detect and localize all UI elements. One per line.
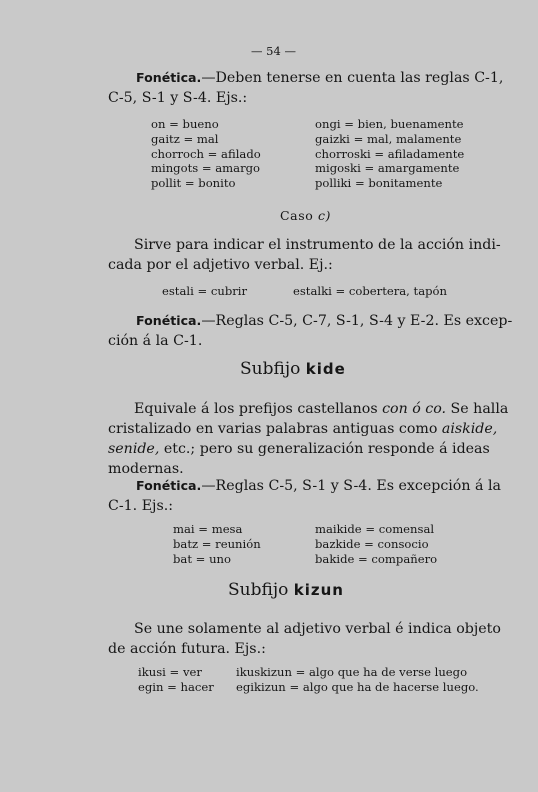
fonetica-label: Fonética. [136,478,202,493]
example-item: chorroch = afilado [151,146,261,161]
fonetica-paragraph-1-line-1 [136,68,503,88]
para4-text: cristalizado en varias palabras antiguas como [108,421,442,437]
example-item: chorroski = afiladamente [315,146,465,161]
fonetica-paragraph-3-line-1 [136,311,512,331]
example-item: maikide = comensal [315,522,435,536]
page-number: — 54 — [251,44,296,58]
para4-line-2 [108,419,497,439]
caso-heading [280,208,331,223]
para4-text: Se halla [446,401,509,417]
heading-prefix: Subfijo [228,580,289,600]
section-heading-kide [240,359,346,379]
para4-italic: con ó co. [382,401,447,417]
example-item: egikizun = algo que ha de hacerse luego. [236,679,479,694]
caso-letter: c) [317,208,332,223]
section-heading-kizun [228,580,344,600]
fonetica-label: Fonética. [136,70,202,85]
example-item: bazkide = consocio [315,536,429,551]
fonetica-paragraph-5-line-1 [136,476,501,496]
example2-left: estali = cubrir [162,284,248,298]
para4-italic: aiskide, [441,421,498,437]
example-item: gaizki = mal, malamente [315,131,462,146]
heading-prefix: Subfijo [240,359,301,379]
example-item: migoski = amargamente [315,161,460,176]
para1-line1-text: —Deben tenerse en cuenta las reglas C-1, [201,70,504,86]
caso-label: Caso [280,208,314,223]
para6-line-1: Se une solamente al adjetivo verbal é indica objeto [134,621,501,637]
para4-text: Equivale á los prefijos castellanos [134,401,383,417]
examples3-right-list [315,522,437,566]
para2-line-1: Sirve para indicar el instrumento de la acción indi- [134,237,501,253]
heading-word: kizun [293,581,344,599]
para5-line-2: C-1. Ejs.: [108,498,174,514]
para3-line-2: ción á la C-1. [108,333,203,349]
examples4-right-list [236,665,479,695]
para4-line-1 [134,399,508,419]
para4-line-4: modernas. [108,461,184,477]
example-item: bakide = compañero [315,551,438,566]
example2-right: estalki = cobertera, tapón [293,284,447,298]
example-item: gaitz = mal [151,131,219,146]
fonetica-paragraph-1-line-2: C-5, S-1 y S-4. Ejs.: [108,90,248,106]
fonetica-label: Fonética. [136,313,202,328]
examples3-left-list [173,522,261,566]
para4-line-3 [108,439,490,459]
para5-line1-text: —Reglas C-5, S-1 y S-4. Es excepción á la [201,478,501,494]
examples4-left-list [138,665,214,695]
example-item: pollit = bonito [151,176,236,191]
example-item: mai = mesa [173,522,243,536]
examples1-right-list [315,117,464,191]
examples1-left-list [151,117,261,191]
example-item: polliki = bonitamente [315,176,443,191]
para4-italic: senide, [108,441,160,457]
example-item: ongi = bien, buenamente [315,117,464,131]
example-item: bat = uno [173,551,231,566]
heading-word: kide [305,360,346,378]
example-item: ikusi = ver [138,665,202,679]
para4-text: etc.; pero su generalización responde á ideas [159,441,490,457]
example-item: batz = reunión [173,536,261,551]
para3-line1-text: —Reglas C-5, C-7, S-1, S-4 y E-2. Es excep- [201,313,513,329]
example-item: egin = hacer [138,679,214,694]
example-item: on = bueno [151,117,219,131]
example-item: ikuskizun = algo que ha de verse luego [236,665,468,679]
example-item: mingots = amargo [151,161,261,176]
para2-line-2: cada por el adjetivo verbal. Ej.: [108,257,333,273]
para6-line-2: de acción futura. Ejs.: [108,641,266,657]
